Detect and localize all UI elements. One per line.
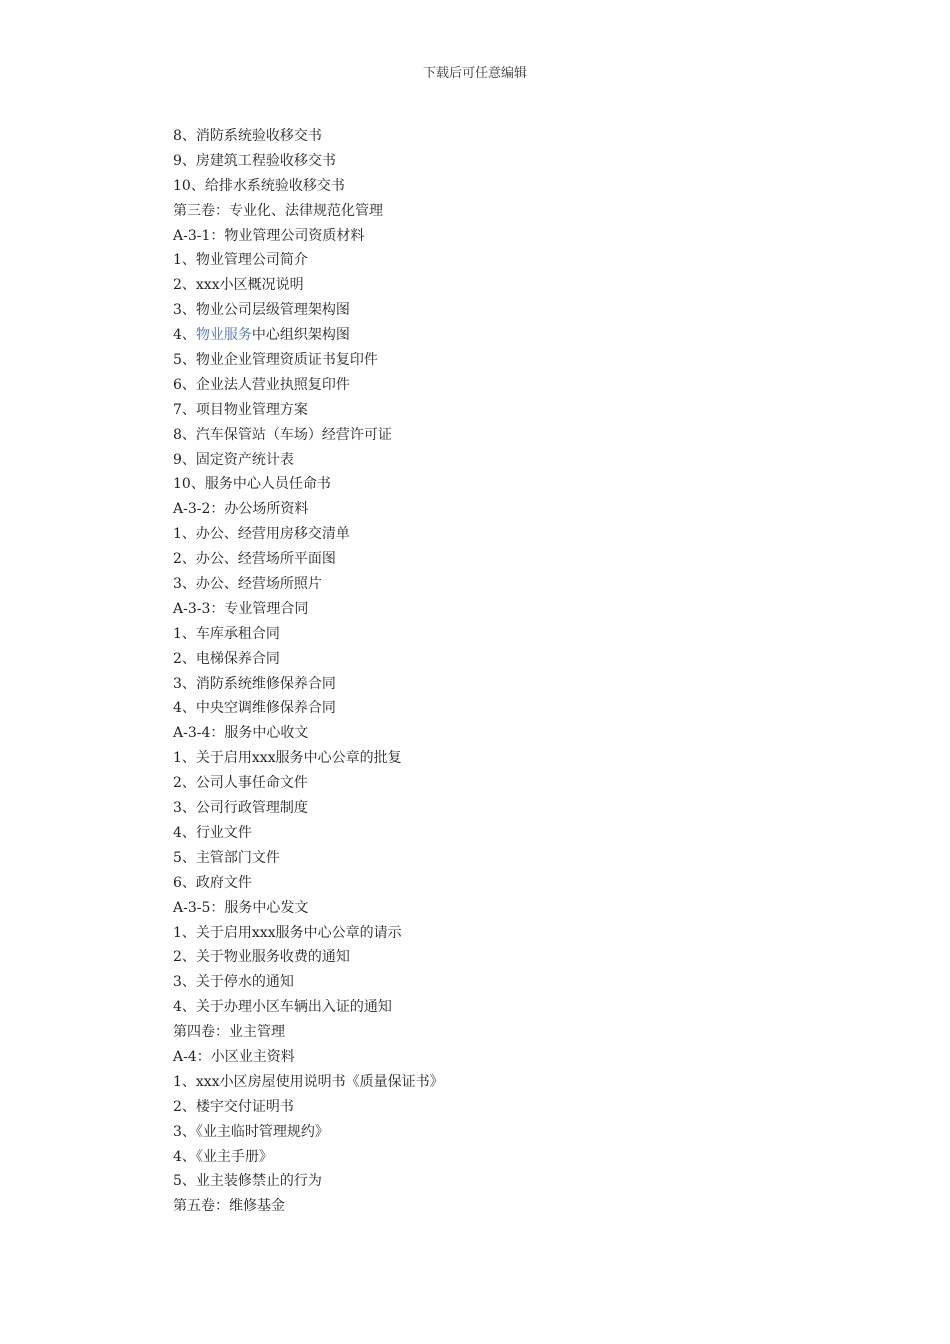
document-line: 6、政府文件	[173, 874, 252, 891]
document-line: A-4：小区业主资料	[173, 1048, 295, 1065]
document-line: 9、固定资产统计表	[173, 451, 294, 468]
document-line: 1、xxx小区房屋使用说明书《质量保证书》	[173, 1073, 444, 1090]
document-line: 3、公司行政管理制度	[173, 800, 308, 817]
document-line: 2、办公、经营场所平面图	[173, 551, 336, 568]
document-line	[173, 323, 773, 348]
document-line: 第三卷：专业化、法律规范化管理	[173, 202, 383, 219]
document-line: 3、消防系统维修保养合同	[173, 675, 336, 692]
document-line: 2、xxx小区概况说明	[173, 277, 304, 294]
document-line: 10、服务中心人员任命书	[173, 476, 331, 493]
document-line: 5、主管部门文件	[173, 849, 280, 866]
document-line: 2、楼宇交付证明书	[173, 1098, 294, 1115]
document-line: 4、中央空调维修保养合同	[173, 700, 336, 717]
document-line: A-3-3：专业管理合同	[173, 600, 309, 617]
document-line: 1、关于启用xxx服务中心公章的请示	[173, 924, 402, 941]
document-line: 10、给排水系统验收移交书	[173, 177, 345, 194]
document-line: 4、行业文件	[173, 824, 252, 841]
line-prefix: 4、	[173, 327, 196, 344]
document-line: 5、物业企业管理资质证书复印件	[173, 352, 378, 369]
document-line: 1、关于启用xxx服务中心公章的批复	[173, 750, 402, 767]
document-line: 2、电梯保养合同	[173, 650, 280, 667]
service-link[interactable]: 物业服务	[195, 327, 252, 344]
document-line: 9、房建筑工程验收移交书	[173, 152, 336, 169]
document-line: 5、业主装修禁止的行为	[173, 1173, 322, 1190]
document-line: A-3-1：物业管理公司资质材料	[173, 227, 365, 244]
document-line: 2、公司人事任命文件	[173, 775, 308, 792]
page-header: 下载后可任意编辑	[422, 66, 527, 81]
document-line: 4、关于办理小区车辆出入证的通知	[173, 999, 392, 1016]
document-line: 1、物业管理公司简介	[173, 252, 308, 269]
document-line: 1、办公、经营用房移交清单	[173, 526, 350, 543]
document-line: 8、汽车保管站（车场）经营许可证	[173, 426, 392, 443]
document-body	[173, 124, 773, 1219]
document-line: A-3-2：办公场所资料	[173, 501, 309, 518]
document-line: 7、项目物业管理方案	[173, 401, 308, 418]
line-suffix: 中心组织架构图	[251, 327, 350, 344]
document-line: 4、《业主手册》	[173, 1148, 273, 1165]
document-line: 3、物业公司层级管理架构图	[173, 302, 350, 319]
document-line: 3、《业主临时管理规约》	[173, 1123, 329, 1140]
document-line: 6、企业法人营业执照复印件	[173, 376, 350, 393]
document-line: 8、消防系统验收移交书	[173, 128, 322, 144]
document-line: A-3-4：服务中心收文	[173, 725, 309, 742]
document-line: 第五卷：维修基金	[173, 1198, 285, 1215]
document-line: 3、办公、经营场所照片	[173, 576, 322, 593]
document-line: 1、车库承租合同	[173, 625, 280, 642]
document-line: 2、关于物业服务收费的通知	[173, 949, 350, 966]
document-line: 3、关于停水的通知	[173, 974, 294, 991]
document-line: 第四卷：业主管理	[173, 1024, 285, 1041]
document-line: A-3-5：服务中心发文	[173, 899, 309, 916]
